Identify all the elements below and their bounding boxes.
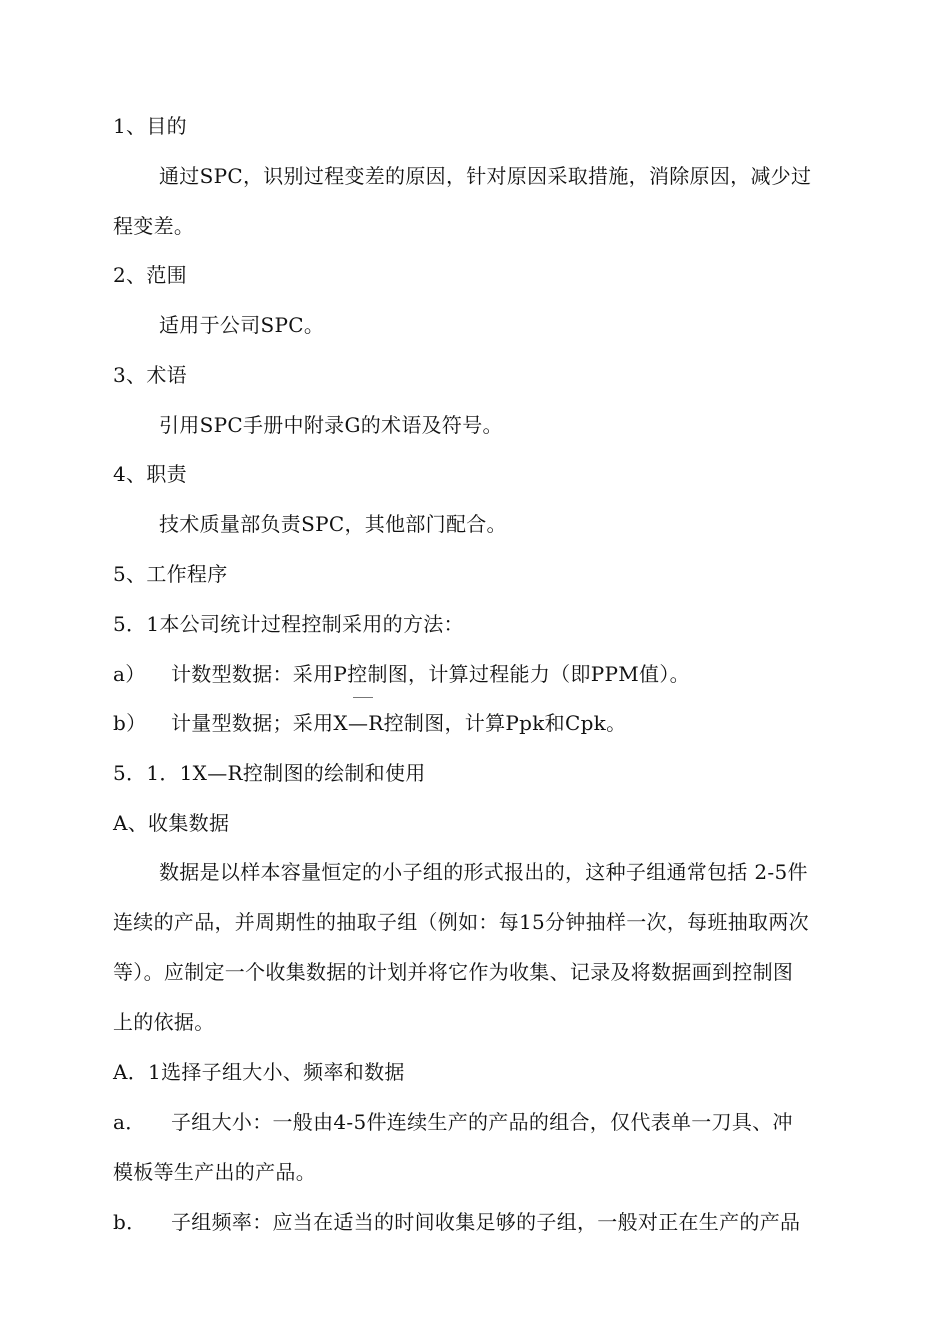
paragraph-line: 等）。应制定一个收集数据的计划并将它作为收集、记录及将数据画到控制图 (113, 960, 794, 984)
paragraph-line: 连续的产品，并周期性的抽取子组（例如：每15分钟抽样一次，每班抽取两次 (113, 910, 809, 934)
subsection-5-1-heading: 5．1本公司统计过程控制采用的方法： (113, 612, 464, 636)
list-marker: a． (113, 1110, 146, 1134)
list-marker: b） (113, 711, 147, 735)
section-2-body: 适用于公司SPC。 (159, 313, 325, 337)
list-marker: a） (113, 662, 146, 686)
section-2-heading: 2、范围 (113, 263, 187, 287)
list-item-a (113, 660, 690, 688)
list-item-b (113, 709, 626, 737)
paragraph-line: 模板等生产出的产品。 (113, 1160, 316, 1184)
paragraph-line: 上的依据。 (113, 1010, 215, 1034)
section-1-body-line-1: 通过SPC，识别过程变差的原因，针对原因采取措施，消除原因，减少过 (159, 164, 812, 188)
section-5-heading: 5、工作程序 (113, 562, 228, 586)
x-bar-overline (353, 697, 373, 698)
paragraph-line (113, 1108, 893, 1158)
list-marker: b． (113, 1210, 147, 1234)
section-4-body: 技术质量部负责SPC，其他部门配合。 (159, 512, 507, 536)
data-collection-paragraph (113, 858, 893, 1058)
list-item-b-dot (113, 1208, 800, 1236)
subsection-5-1-1-heading: 5．1．1X—R控制图的绘制和使用 (113, 761, 426, 785)
list-item-text: 计量型数据；采用X—R控制图，计算Ppk和Cpk。 (171, 711, 627, 735)
section-3-heading: 3、术语 (113, 363, 187, 387)
heading-a-collect-data: A、收集数据 (113, 811, 230, 835)
subsection-a-1-heading: A．1选择子组大小、频率和数据 (113, 1060, 405, 1084)
section-4-heading: 4、职责 (113, 462, 187, 486)
section-1-body-line-2: 程变差。 (113, 214, 195, 238)
list-item-text: 子组大小：一般由4-5件连续生产的产品的组合，仅代表单一刀具、冲 (171, 1110, 793, 1134)
section-1-heading: 1、目的 (113, 114, 187, 138)
list-item-text: 计数型数据：采用P控制图，计算过程能力（即PPM值）。 (171, 662, 690, 686)
list-item-text: 子组频率：应当在适当的时间收集足够的子组，一般对正在生产的产品 (171, 1210, 801, 1234)
list-item-a-dot (113, 1108, 893, 1208)
section-3-body: 引用SPC手册中附录G的术语及符号。 (159, 413, 503, 437)
paragraph-line: 数据是以样本容量恒定的小子组的形式报出的，这种子组通常包括 2-5件 (159, 860, 808, 884)
